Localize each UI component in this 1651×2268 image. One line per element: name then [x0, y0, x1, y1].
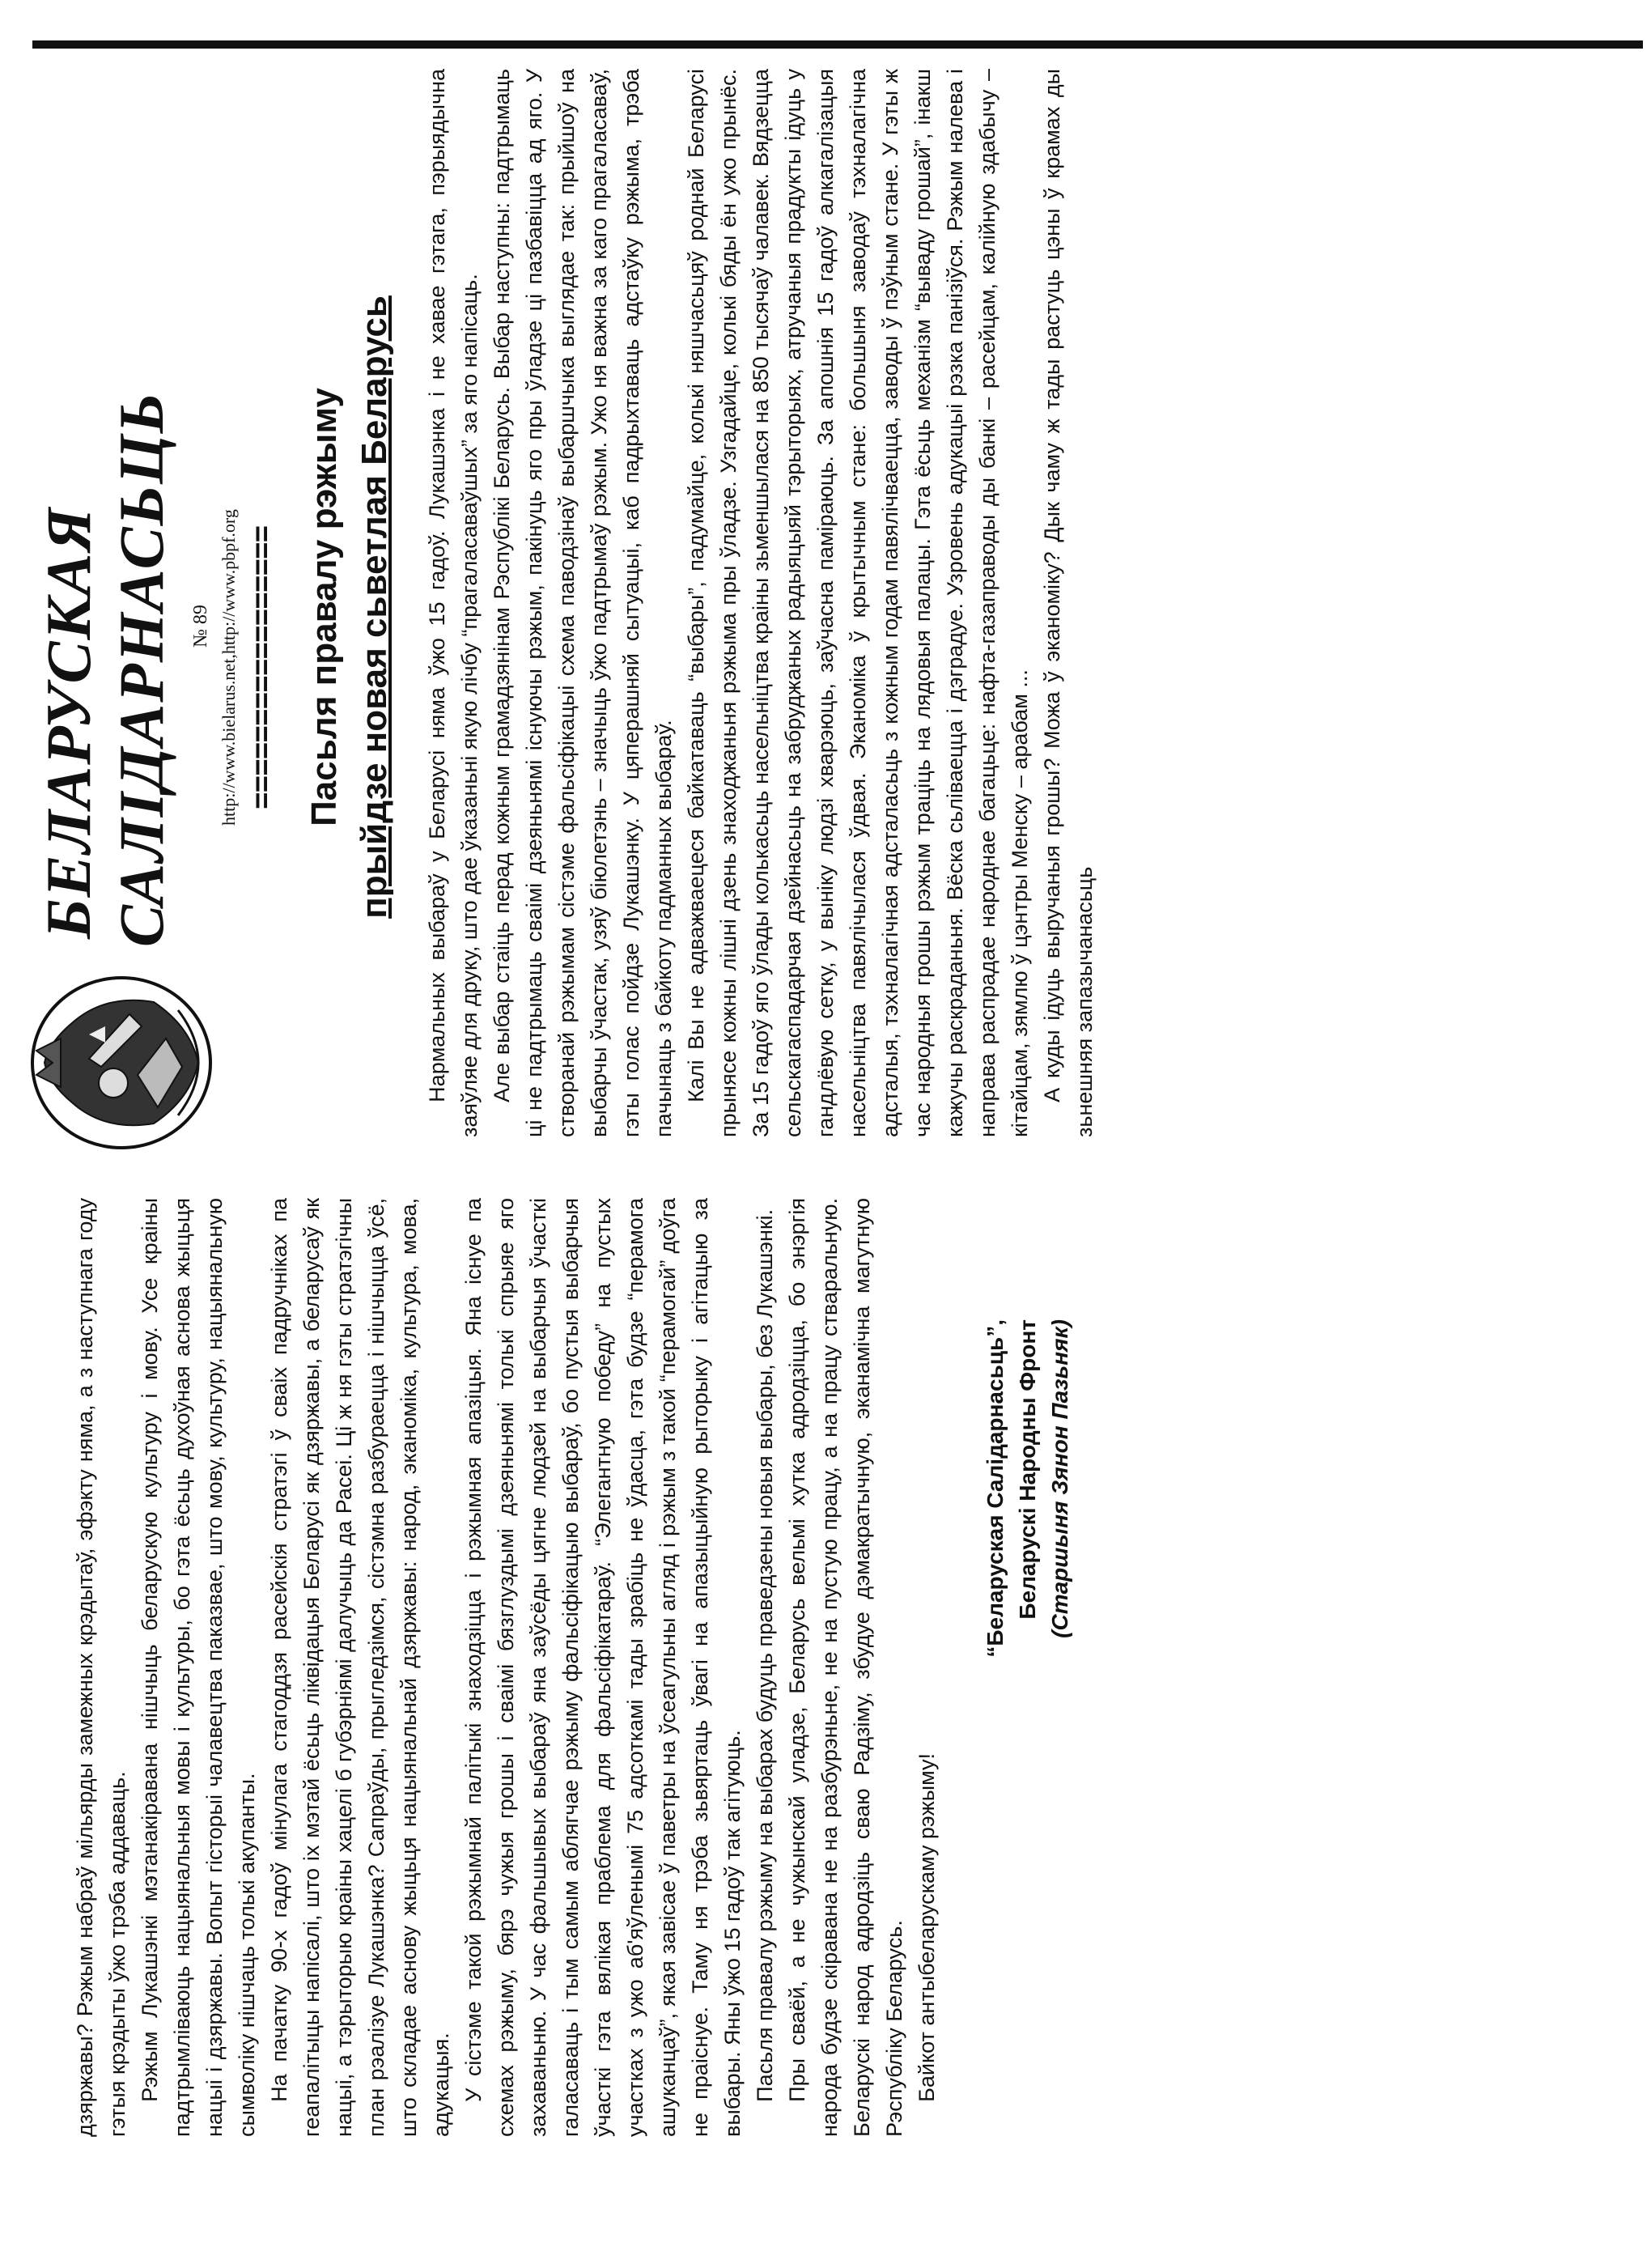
- paragraph: Байкот антыбеларускаму рэжыму!: [915, 1753, 939, 2102]
- paragraph: А куды ідуць выручаныя грошы? Можа ў эканоміку? Дык чаму ж тады растуць цэны ў крамах ды зьнешняя запазычанасьць: [1040, 69, 1097, 1137]
- masthead-divider: =================: [247, 525, 280, 809]
- article-body-left: [421, 69, 1101, 1137]
- paragraph: На пачатку 90-х гадоў мінулага стагоддзя расейскія стратэгі ў сваіх падручніках па геапалітыцы напісалі, што іх мэтай ёсьць ліквідацыя Беларусі як дзяржавы, а беларусаў як нацыі, а тэрыторыю краіны хацелі б губэрніямі далучыць да Расеі. Ці ж ня гэты стратэгічны план рэалізуе Лукашэнка? Сапраўды, прыгледзімся, сістэмна разбураецца і нішчыцца ўсё, што складае аснову жыцьця нацыянальнай дзяржавы: народ, эканоміка, культура, мова, адукацыя.: [267, 1198, 453, 2137]
- article-body-right: [69, 1198, 1076, 2137]
- paragraph: дзяржавы? Рэжым набраў мільярды замежных крэдытаў, эфэкту няма, а з наступнага году гэтыя крэдыты ўжо трэба аддаваць.: [73, 1198, 129, 2137]
- signature-block: [979, 1198, 1076, 2137]
- paragraph: У сістэме такой рэжымнай палітыкі знаходзіцца і рэжымная апазіцыя. Яна існуе па схемах рэжыму, бярэ чужыя грошы і сваімі бязглуздымі дзеяньнямі толькі спрыяе яго захаваньню. У час фальшывых выбараў яна заўсёды цягне людзей на выбарчыя ўчасткі галасаваць і тым самым аблягчае рэжыму фальсіфікацыю выбараў, бо пустыя выбарчыя ўчасткі гэта вялікая праблема для фальсіфікатараў. “Элегантную победу” на пустых участках з ужо аб'яўленымі 75 адсоткамі тады зрабіць не ўдасца, гэта будзе “перамога ашуканцаў”, якая завісае ў паветры на ўсеагульны агляд і рэжым з такой “перамогай” доўга не праіснуе. Таму ня трэба зьвяртаць ўвагі на апазыцыйную рыторыку і агітацыю за выбары. Яны ўжо 15 гадоў так агітуюць.: [461, 1198, 745, 2137]
- headline-line1: Пасьля правалу рэжыму: [304, 388, 344, 826]
- right-column: [0, 1198, 1651, 2137]
- signature-author: (Старшыня Зянон Пазьняк): [1047, 1319, 1072, 1638]
- issue-number: № 89: [190, 605, 211, 648]
- masthead-title-line2: САЛІДАРНАСЬЦЬ: [106, 391, 176, 947]
- page-edge-rule: [32, 40, 1643, 49]
- left-column: [0, 69, 1651, 1137]
- paragraph: Рэжым Лукашэнкі мэтанакіравана нішчыць беларускую культуру і мову. Усе краіны падтрымліваюць нацыянальныя мовы і культуры, бо гэта ёсьць духоўная аснова жыцьця нацыі і дзяржавы. Вопыт гісторыі чалавецтва паказвае, што мову, культуру, нацыянальную сымволіку нішчаць толькі акупанты.: [138, 1198, 259, 2137]
- paragraph: Пасьля правалу рэжыму на выбарах будуць праведзены новыя выбары, без Лукашэнкі.: [753, 1208, 777, 2102]
- signature-line1: “Беларуская Салідарнасьць”,: [983, 1319, 1008, 1658]
- paragraph: Але выбар стаіць перад кожным грамадзянінам Рэспублікі Беларусь. Выбар наступны: падтрымаць ці не падтрымаць сваімі дзеяньнямі існуючы рэжым, пакінуць яго пры ўладзе ці пазбавіцца ад яго. У створанай рэжымам сістэме фальсіфікацыі схема паводзінаў выбаршчыка выглядае так: прыйшоў на выбарчы ўчастак, узяў біюлетэнь – значыць ўжо падтрымаў рэжым. Ужо ня важна за каго прагаласаваў, гэты голас пойдзе Лукашэнку. У цяперашняй сытуацыі, каб падрыхтаваць адстаўку рэжыма, трэба пачынаць з байкоту падманных выбараў.: [490, 69, 676, 1137]
- masthead-title-line1: БЕЛАРУСКАЯ: [33, 506, 104, 939]
- masthead-urls[interactable]: http://www.bielarus.net,http://www.pbpf.org: [219, 509, 239, 826]
- headline-line2: прыйдзе новая сьветлая Беларусь: [354, 295, 394, 919]
- signature-line2: Беларускі Народны Фронт: [1015, 1319, 1040, 1620]
- paragraph: Пры сваёй, а не чужынскай уладзе, Беларусь вельмі хутка адродзіцца, бо энэргія народа будзе скіравана не на разбурэньне, не на пустую працу, а на працу стваральную. Беларускі народ адродзіць сваю Радзіму, збудуе дэмакратычную, эканамічна магутную Рэспубліку Беларусь.: [785, 1198, 906, 2137]
- paragraph: Нармальных выбараў у Беларусі няма ўжо 15 гадоў. Лукашэнка і не хавае гэтага, пэрыядычна заяўляе для друку, што дае ўказаньні якую лічбу “прагаласаваўшых” за яго напісаць.: [425, 69, 482, 1137]
- paragraph: Калі Вы не адважваецеся байкатаваць “выбары”, падумайце, колькі няшчасьцяў роднай Беларусі прынясе кожны лішні дзень знаходжаньня рэжыма пры ўладзе. Узгадайце, колькі бяды ён ужо прынёс. За 15 гадоў яго ўлады колькасьць насельніцтва краіны зьменшылася на 850 тысячаў чалавек. Вядзецца сельскагаспадарчая дзейнасьць на забруджаных радыяцыяй тэрыторыях, атручаныя прадукты ідуць у гандлёвую сетку, у выніку людзі хварэюць, заўчасна паміраюць. За апошнія 15 гадоў алкагалізацыя насельніцтва павялічылася ўдвая. Эканоміка ў крытычным стане: большыня заводаў тэхналагічна адсталыя, тэхналагічная адсталасьць з кожным годам павялічваецца, заводы ў пэўным стане. У гэты ж час народныя грошы рэжым траціць на лядовыя палацы. Гэта ёсьць механізм “вываду грошай”, інакш кажучы раскраданьня. Вёска сьліваецца і дэградуе. Узровень адукацыі рэзка панізіўся. Рэжым налева і направа распрадае народнае багацьце: нафта-газаправоды ды банкі – расейцам, калійную здабычу – кітайцам, зямлю ў цэнтры Менску – арабам ...: [684, 69, 1032, 1137]
